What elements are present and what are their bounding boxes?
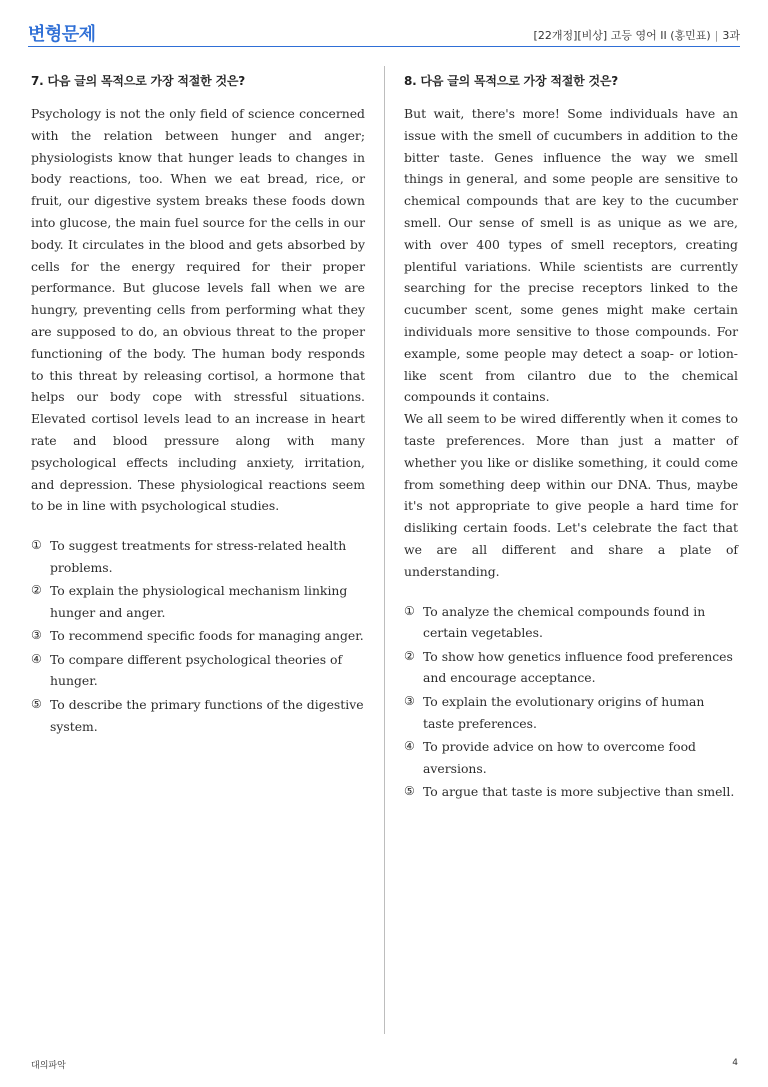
header-separator: | xyxy=(714,29,719,42)
course-title: [22개정][비상] 고등 영어 II (홍민표) xyxy=(533,29,711,42)
answer-options xyxy=(31,535,365,737)
answer-option-3[interactable]: ③ To explain the evolutionary origins of human taste preferences. xyxy=(404,693,705,731)
answer-option-2[interactable]: ② To show how genetics influence food preferences and encourage acceptance. xyxy=(404,648,733,686)
passage-paragraph: Psychology is not the only field of science concerned with the relation between hunger and anger; physiologists know that hunger leads to changes in body reactions, too. When we eat bread, rice, or fruit, our digestive system breaks these foods down into glucose, the main fuel source for the cells in our body. It circulates in the blood and gets absorbed by cells for the energy required for their proper performance. But glucose levels fall when we are hungry, preventing cells from performing what they are supposed to do, an obvious threat to the proper functioning of the body. The human body responds to this threat by releasing cortisol, a hormone that helps our body cope with stressful situations. Elevated cortisol levels lead to an increase in heart rate and blood pressure along with many psychological effects including anxiety, irritation, and depression. These physiological reactions seem to be in line with psychological studies. xyxy=(31,106,365,514)
question-title: 7. 다음 글의 목적으로 가장 적절한 것은? xyxy=(31,74,246,88)
question-7 xyxy=(31,72,365,739)
question-title: 8. 다음 글의 목적으로 가장 적절한 것은? xyxy=(404,74,619,88)
answer-option-5[interactable]: ⑤ To describe the primary functions of the digestive system. xyxy=(31,696,364,734)
column-divider xyxy=(384,66,385,1034)
page-header xyxy=(0,0,768,50)
course-info xyxy=(534,27,740,43)
passage-paragraph: But wait, there's more! Some individuals have an issue with the smell of cucumbers in addition to the bitter taste. Genes influence the way we smell things in general, and some people are sensitive to chemical compounds that are key to the cucumber smell. Our sense of smell is as unique as we are, with over 400 types of smell receptors, creating plentiful variations. While scientists are currently searching for the precise receptors linked to the cucumber scent, some genes might make certain individuals more sensitive to those compounds. For example, some people may detect a soap- or lotion-like scent from cilantro due to the chemical compounds it contains. xyxy=(404,106,738,405)
brand-title: 변형문제 xyxy=(28,24,96,45)
answer-option-3[interactable]: ③ To recommend specific foods for managing anger. xyxy=(31,628,364,644)
lesson-label: 3과 xyxy=(722,29,740,42)
answer-option-2[interactable]: ② To explain the physiological mechanism linking hunger and anger. xyxy=(31,583,348,621)
passage-paragraph: We all seem to be wired differently when it comes to taste preferences. More than just a matter of whether you like or dislike something, it could come from something deep within our DNA. Thus, maybe it's not appropriate to give people a hard time for disliking certain foods. Let's celebrate the fact that we are all different and share a plate of understanding. xyxy=(404,411,738,579)
answer-option-4[interactable]: ④ To provide advice on how to overcome food aversions. xyxy=(404,738,696,776)
answer-option-1[interactable]: ① To analyze the chemical compounds found in certain vegetables. xyxy=(404,603,706,641)
answer-option-1[interactable]: ① To suggest treatments for stress-related health problems. xyxy=(31,538,347,575)
answer-options xyxy=(404,601,738,803)
page-number: 4 xyxy=(732,1058,738,1068)
answer-option-5[interactable]: ⑤ To argue that taste is more subjective than smell. xyxy=(404,783,735,799)
footer-publisher: 대의파악 xyxy=(31,1061,66,1071)
header-rule xyxy=(28,46,740,47)
question-8 xyxy=(404,72,738,804)
answer-option-4[interactable]: ④ To compare different psychological theories of hunger. xyxy=(31,651,343,689)
